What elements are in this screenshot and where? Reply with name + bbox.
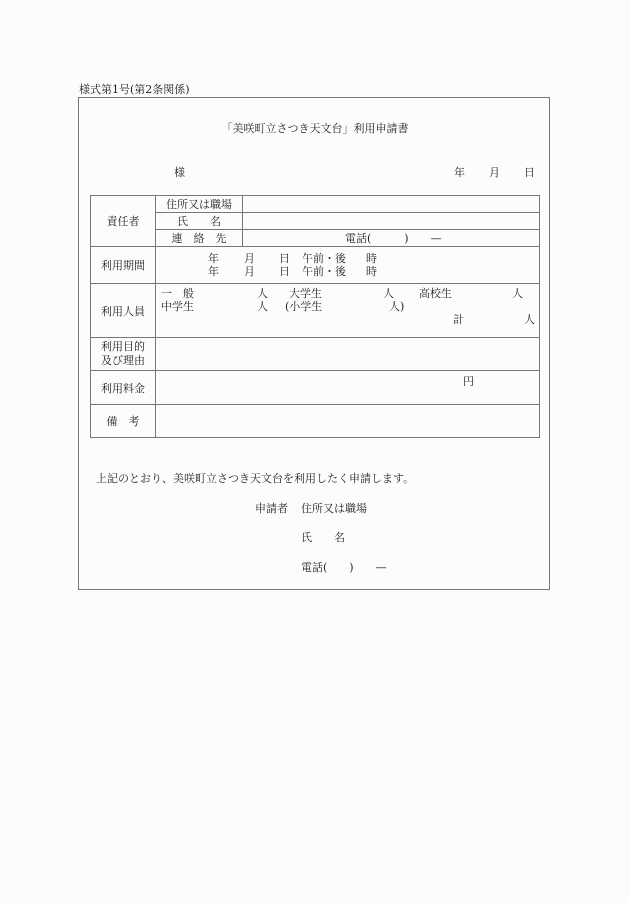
period-end-ampm: 午前・後 [302, 265, 346, 278]
junior-label: 中学生 [161, 300, 194, 313]
form-number: 様式第1号(第2条関係) [79, 83, 190, 96]
application-table [90, 195, 540, 438]
applicant-address-label: 住所又は職場 [301, 502, 367, 515]
total-label: 計 [453, 313, 464, 326]
university-unit: 人 [383, 287, 394, 300]
users-label: 利用人員 [91, 284, 156, 338]
fee-field[interactable] [156, 371, 540, 405]
remarks-label: 備 考 [91, 405, 156, 438]
phone-field[interactable]: 電話( ) — [243, 230, 540, 247]
highschool-label: 高校生 [419, 287, 452, 300]
date-day: 日 [524, 166, 535, 179]
purpose-label [91, 338, 156, 371]
period-start-hour: 時 [366, 252, 377, 265]
users-field[interactable] [156, 284, 540, 338]
form-title: 「美咲町立さつき天文台」利用申請書 [221, 122, 409, 135]
period-field[interactable] [156, 247, 540, 284]
period-end-month: 月 [244, 265, 255, 278]
period-end-hour: 時 [366, 265, 377, 278]
name-label: 氏 名 [156, 213, 243, 230]
address-field[interactable] [243, 196, 540, 213]
period-label: 利用期間 [91, 247, 156, 284]
applicant-name-label: 氏 名 [301, 531, 345, 544]
applicant-phone-label: 電話( ) — [301, 561, 387, 574]
university-label: 大学生 [289, 287, 322, 300]
date-month: 月 [489, 166, 500, 179]
applicant-label: 申請者 [255, 502, 288, 515]
highschool-unit: 人 [512, 287, 523, 300]
total-unit: 人 [524, 313, 535, 326]
date-field [454, 164, 535, 180]
remarks-field[interactable] [156, 405, 540, 438]
fee-unit: 円 [463, 375, 474, 388]
date-year: 年 [454, 166, 465, 179]
purpose-field[interactable] [156, 338, 540, 371]
responsible-label: 責任者 [91, 196, 156, 247]
declaration-text: 上記のとおり、美咲町立さつき天文台を利用したく申請します。 [96, 472, 415, 485]
period-start-day: 日 [279, 252, 290, 265]
address-label: 住所又は職場 [156, 196, 243, 213]
period-start-ampm: 午前・後 [302, 252, 346, 265]
addressee-suffix: 様 [174, 166, 185, 179]
purpose-label-line2: 及び理由 [101, 354, 145, 367]
general-unit: 人 [257, 287, 268, 300]
period-start-month: 月 [244, 252, 255, 265]
elementary-unit: 人) [389, 300, 405, 313]
elementary-label: (小学生 [285, 300, 323, 313]
general-label: 一 般 [161, 287, 194, 300]
period-end-year: 年 [208, 265, 219, 278]
junior-unit: 人 [257, 300, 268, 313]
period-start-year: 年 [208, 252, 219, 265]
fee-label: 利用料金 [91, 371, 156, 405]
contact-label: 連 絡 先 [156, 230, 243, 247]
period-end-day: 日 [279, 265, 290, 278]
application-form [78, 97, 550, 590]
purpose-label-line1: 利用目的 [101, 340, 145, 353]
name-field[interactable] [243, 213, 540, 230]
